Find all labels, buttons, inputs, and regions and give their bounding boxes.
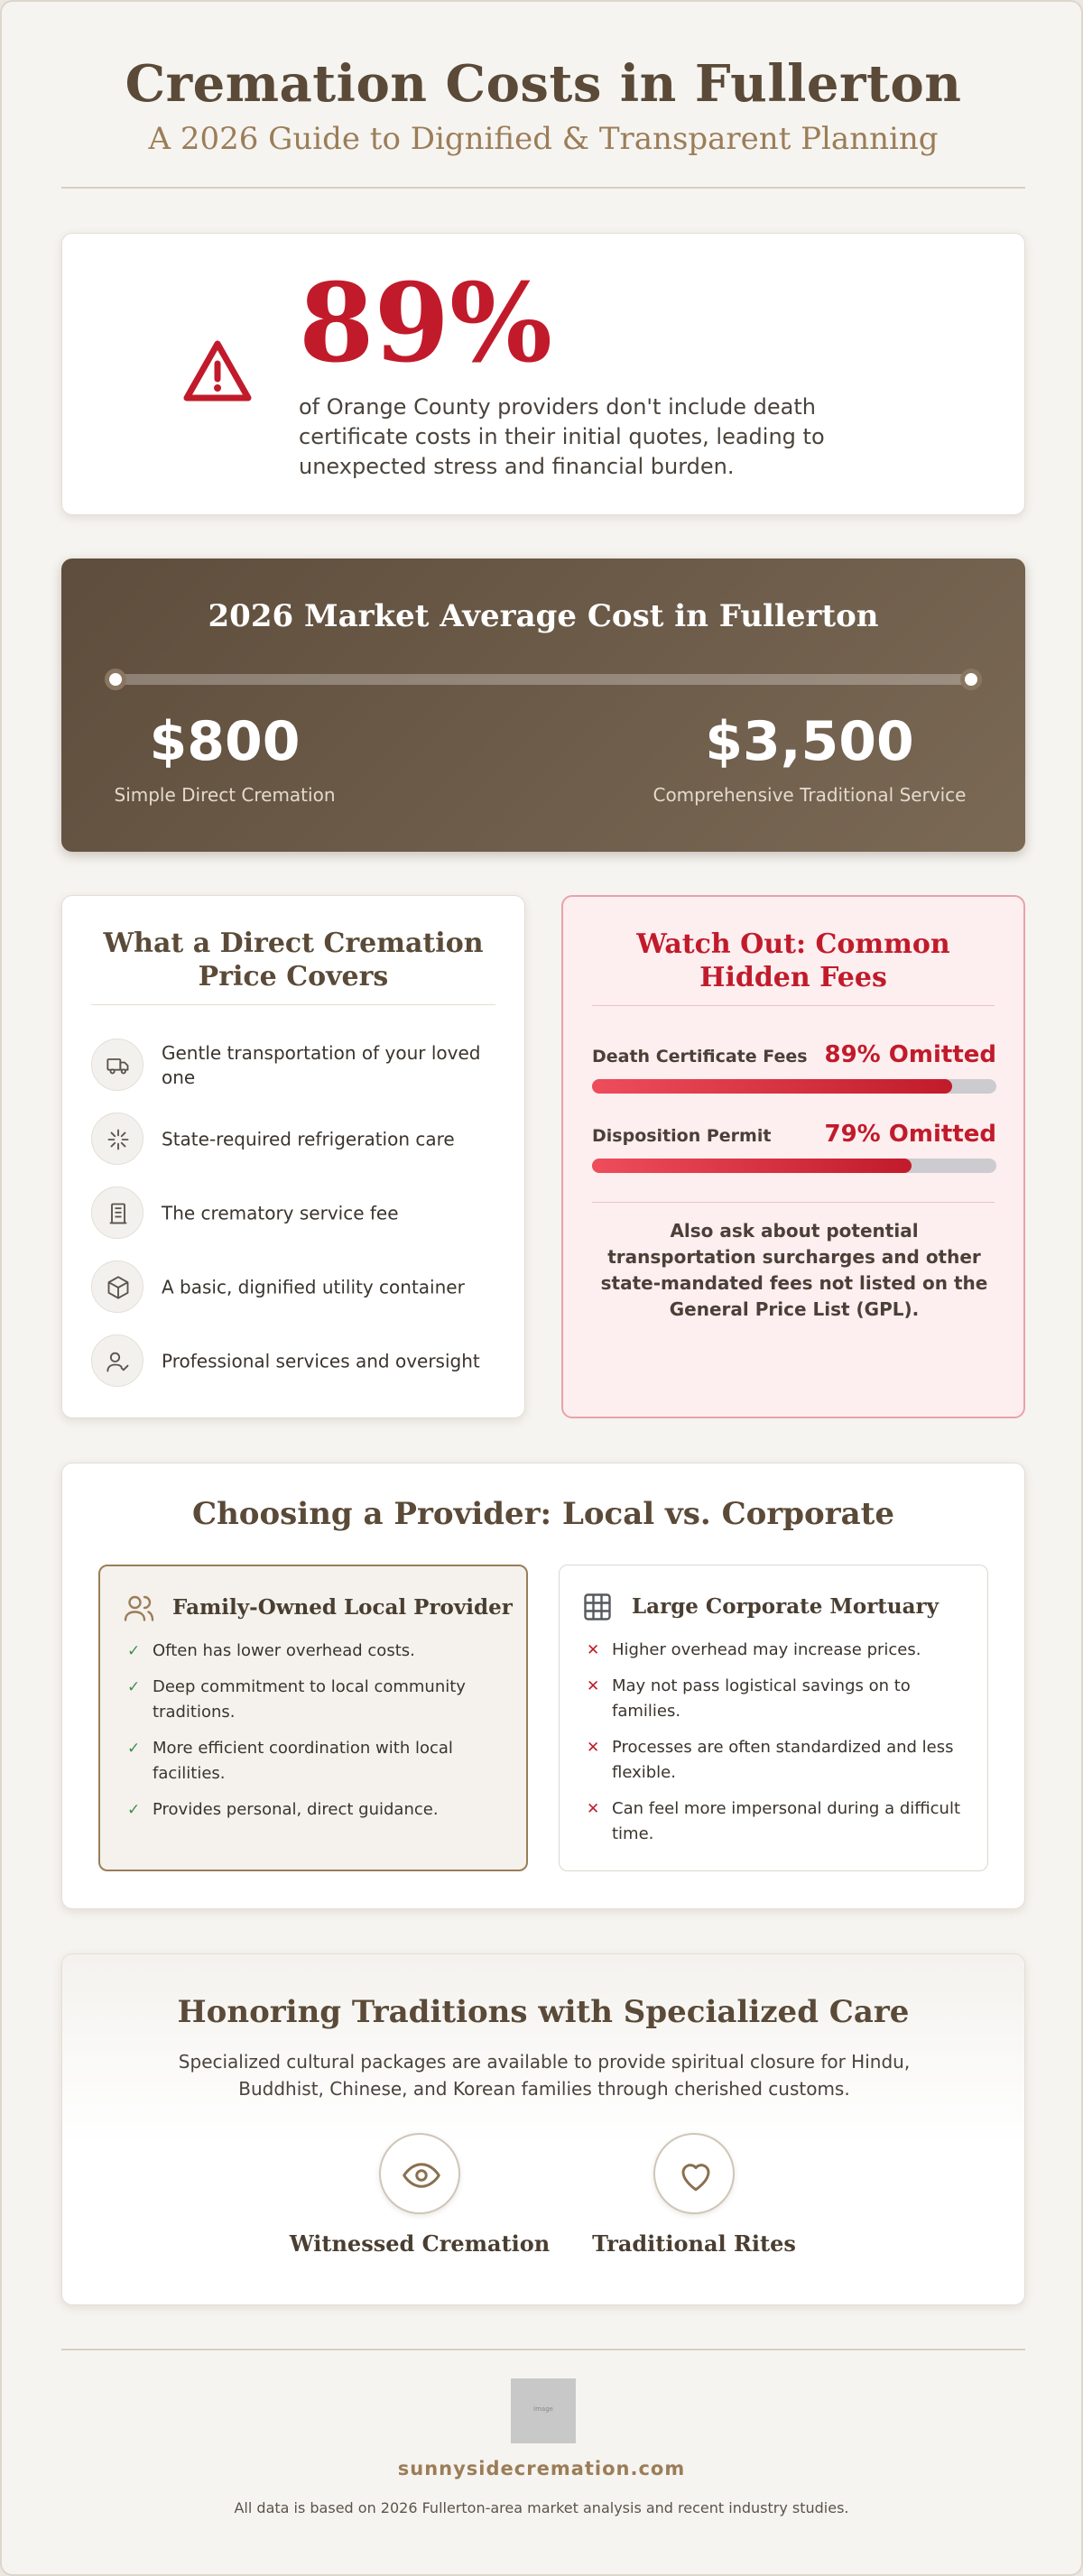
- market-average-card: [61, 559, 1025, 852]
- x-icon: ✕: [587, 1641, 600, 1659]
- list-item: [585, 1674, 964, 1724]
- provider-comparison-title: Choosing a Provider: Local vs. Corporate: [192, 1496, 894, 1532]
- snowflake-icon: [91, 1113, 143, 1165]
- range-max-value: $3,500: [705, 710, 914, 773]
- x-icon: ✕: [587, 1739, 600, 1757]
- price-covers-divider: [91, 1004, 495, 1005]
- list-item: [91, 1186, 506, 1241]
- hidden-fees-divider: [592, 1005, 995, 1006]
- corporate-provider-box: [559, 1565, 988, 1871]
- fee-progress-fill: [592, 1159, 912, 1173]
- point-text: May not pass logistical savings on to families.: [612, 1676, 911, 1721]
- range-min: [112, 712, 338, 806]
- provider-comparison-card: [61, 1463, 1025, 1909]
- list-item: [585, 1638, 964, 1663]
- point-text: Often has lower overhead costs.: [153, 1641, 415, 1660]
- eye-icon: [379, 2133, 460, 2214]
- point-text: Provides personal, direct guidance.: [153, 1800, 439, 1819]
- box-icon: [91, 1260, 143, 1313]
- range-max-label: Comprehensive Traditional Service: [653, 784, 967, 806]
- stat-description: of Orange County providers don't include death certificate costs in their initial quotes, leading to unexpected stress and financial burden.: [299, 394, 825, 479]
- local-provider-name: Family-Owned Local Provider: [172, 1595, 513, 1620]
- hidden-fees-note: Also ask about potential transportation surcharges and other state-mandated fees not listed on the General Price List (GPL).: [600, 1220, 988, 1320]
- cover-item-text: Gentle transportation of your loved one: [162, 1042, 481, 1088]
- traditions-card: [61, 1953, 1025, 2305]
- fee-percent-label: 89% Omitted: [824, 1041, 996, 1068]
- heart-icon: [653, 2133, 735, 2214]
- point-text: Processes are often standardized and less flexible.: [612, 1738, 954, 1782]
- logo-placeholder-text: Image: [533, 2405, 553, 2413]
- price-covers-title-line2: Price Covers: [198, 961, 389, 993]
- stat-card: [61, 233, 1025, 515]
- list-item: [91, 1039, 506, 1093]
- list-item: [125, 1675, 504, 1725]
- list-item: [585, 1735, 964, 1786]
- check-icon: ✓: [127, 1740, 141, 1758]
- traditions-description: Specialized cultural packages are available to provide spiritual closure for Hindu, Buddhist, Chinese, and Korean families through cherished customs.: [178, 2051, 911, 2100]
- tradition-label: Traditional Rites: [592, 2230, 796, 2257]
- local-provider-points: [125, 1639, 504, 1833]
- range-max: [643, 712, 977, 806]
- local-provider-box: [98, 1565, 528, 1871]
- website-link[interactable]: sunnysidecremation.com: [397, 2458, 686, 2479]
- cover-item-text: The crematory service fee: [162, 1202, 399, 1224]
- price-covers-card: [61, 895, 525, 1418]
- tradition-item: [284, 2133, 555, 2257]
- tradition-item: [559, 2133, 829, 2257]
- truck-icon: [91, 1039, 143, 1091]
- user-check-icon: [91, 1334, 143, 1387]
- fee-progress-track: [592, 1159, 996, 1173]
- header-divider: [61, 187, 1025, 189]
- warning-triangle-icon: [181, 338, 254, 403]
- logo-image: [511, 2378, 576, 2443]
- fee-progress-track: [592, 1079, 996, 1094]
- footer-divider: [61, 2349, 1025, 2350]
- footer-note: All data is based on 2026 Fullerton-area market analysis and recent industry studies.: [234, 2499, 849, 2516]
- page-subtitle: A 2026 Guide to Dignified & Transparent Planning: [148, 121, 939, 157]
- header: [61, 54, 1025, 157]
- check-icon: ✓: [127, 1678, 141, 1696]
- hidden-fees-divider-bottom: [592, 1202, 995, 1203]
- x-icon: ✕: [587, 1800, 600, 1818]
- point-text: Deep commitment to local community traditions.: [153, 1677, 466, 1722]
- tradition-label: Witnessed Cremation: [289, 2230, 551, 2257]
- check-icon: ✓: [127, 1801, 141, 1819]
- fee-progress-fill: [592, 1079, 952, 1094]
- check-icon: ✓: [127, 1642, 141, 1660]
- page-title: Cremation Costs in Fullerton: [125, 54, 962, 114]
- cover-item-text: Professional services and oversight: [162, 1350, 480, 1372]
- hidden-fees-title: [563, 928, 1023, 994]
- fee-name: Disposition Permit: [592, 1126, 772, 1146]
- hidden-fees-title-line2: Hidden Fees: [699, 962, 887, 993]
- market-title: 2026 Market Average Cost in Fullerton: [208, 598, 879, 634]
- fee-name: Death Certificate Fees: [592, 1047, 808, 1066]
- range-min-marker: [105, 669, 126, 690]
- traditions-title: Honoring Traditions with Specialized Care: [177, 1994, 910, 2030]
- fee-percent-label: 79% Omitted: [824, 1121, 996, 1148]
- list-item: [91, 1113, 506, 1167]
- hidden-fees-title-line1: Watch Out: Common: [636, 928, 950, 960]
- cover-item-text: State-required refrigeration care: [162, 1128, 455, 1150]
- grid-building-icon: [581, 1591, 614, 1623]
- list-item: [125, 1797, 504, 1823]
- building-icon: [91, 1186, 143, 1239]
- price-covers-title-line1: What a Direct Cremation: [103, 928, 484, 959]
- hidden-fees-card: [561, 895, 1025, 1418]
- range-min-label: Simple Direct Cremation: [114, 784, 336, 806]
- local-provider-header: [122, 1590, 519, 1626]
- list-item: [91, 1260, 506, 1315]
- corporate-provider-header: [581, 1589, 978, 1625]
- range-track: [116, 674, 971, 685]
- point-text: Can feel more impersonal during a difficult time.: [612, 1799, 961, 1843]
- range-max-marker: [960, 669, 982, 690]
- list-item: [125, 1736, 504, 1787]
- users-icon: [122, 1592, 156, 1624]
- list-item: [125, 1639, 504, 1664]
- point-text: Higher overhead may increase prices.: [612, 1640, 921, 1659]
- list-item: [585, 1796, 964, 1847]
- cover-item-text: A basic, dignified utility container: [162, 1276, 465, 1298]
- corporate-provider-points: [585, 1638, 964, 1858]
- range-min-value: $800: [149, 710, 301, 773]
- point-text: More efficient coordination with local facilities.: [153, 1739, 453, 1783]
- x-icon: ✕: [587, 1677, 600, 1695]
- price-covers-title: [62, 927, 524, 993]
- list-item: [91, 1334, 506, 1389]
- stat-value: 89%: [299, 260, 553, 387]
- corporate-provider-name: Large Corporate Mortuary: [632, 1594, 940, 1619]
